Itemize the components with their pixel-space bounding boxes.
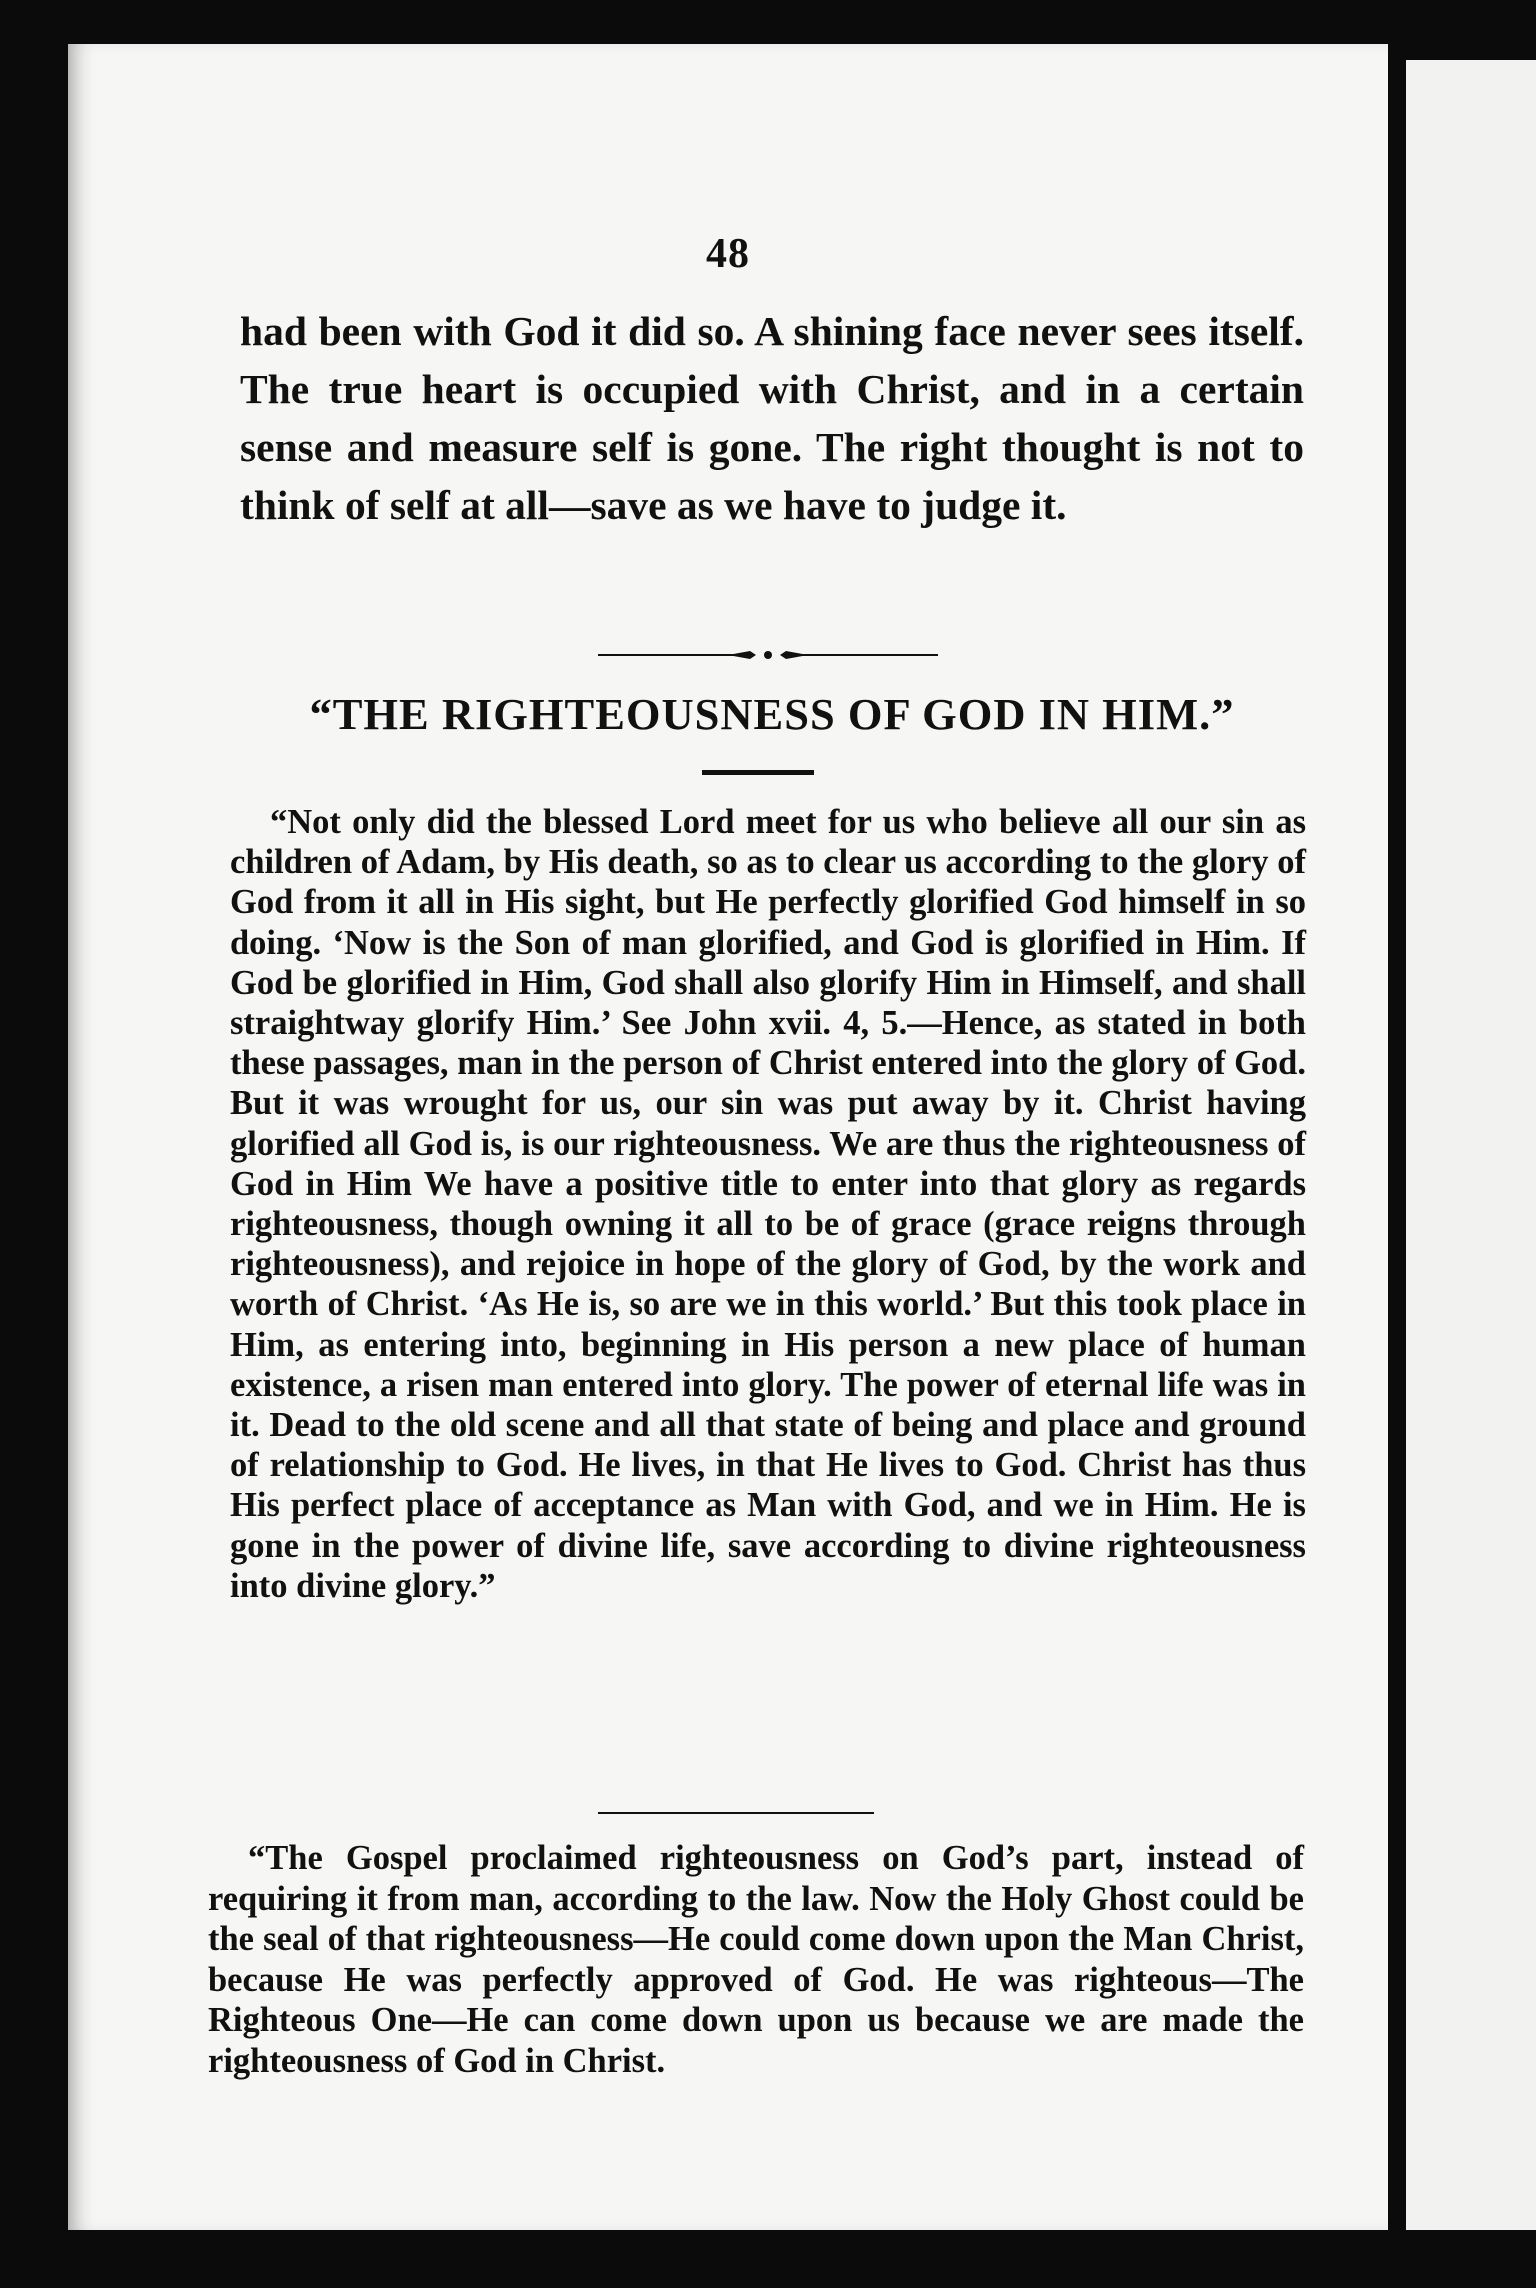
quote-block-two — [208, 1838, 1304, 2081]
facing-page-edge — [1406, 60, 1536, 2230]
quote-two-text: “The Gospel proclaimed righteousness on God’s part, instead of requiring it from man, according to the law. Now the Holy Ghost could be the seal of that righteousness—He could come down upon the Man Christ, because He was perfectly approved of God. He was righteous—The Righteous One—He can come down upon us because we are made the righteousness of God in Christ. — [208, 1839, 1304, 2080]
section-title: “THE RIGHTEOUSNESS OF GOD IN HIM.” — [309, 689, 1235, 739]
section-divider — [598, 1812, 874, 1814]
quote-block-one — [230, 802, 1306, 1606]
book-page — [68, 44, 1388, 2230]
page-number: 48 — [706, 231, 750, 277]
ornamental-divider — [598, 648, 938, 662]
quote-one-text: “Not only did the blessed Lord meet for us who believe all our sin as children of Adam, by His death, so as to clear us according to the glory of God from it all in His sight, but He perfectly glorified God himself in so doing. ‘Now is the Son of man glorified, and God is glorified in Him. If God be glorified in Him, God shall also glorify Him in Himself, and shall straightway glorify Him.’ See John xvii. 4, 5.—Hence, as stated in both these passages, man in the person of Christ entered into the glory of God. But it was wrought for us, our sin was put away by it. Christ having glorified all God is, is our righteousness. We are thus the righteousness of God in Him We have a positive title to enter into that glory as regards righteousness, though owning it all to be of grace (grace reigns through righteousness), and rejoice in hope of the glory of God, by the work and worth of Christ. ‘As He is, so are we in this world.’ But this took place in Him, as entering into, beginning in His person a new place of human existence, a risen man entered into glory. The power of eternal life was in it. Dead to the old scene and all that state of being and place and ground of relationship to God. He lives, in that He lives to God. Christ has thus His perfect place of acceptance as Man with God, and we in Him. He is gone in the power of divine life, save according to divine righteousness into divine glory.” — [230, 803, 1306, 1605]
title-rule — [702, 770, 814, 775]
top-paragraph: had been with God it did so. A shining face never sees itself. The true heart is occupied with Christ, and in a certain sense and measure self is gone. The right thought is not to think of self at all—save as we have to judge it. — [240, 308, 1304, 528]
